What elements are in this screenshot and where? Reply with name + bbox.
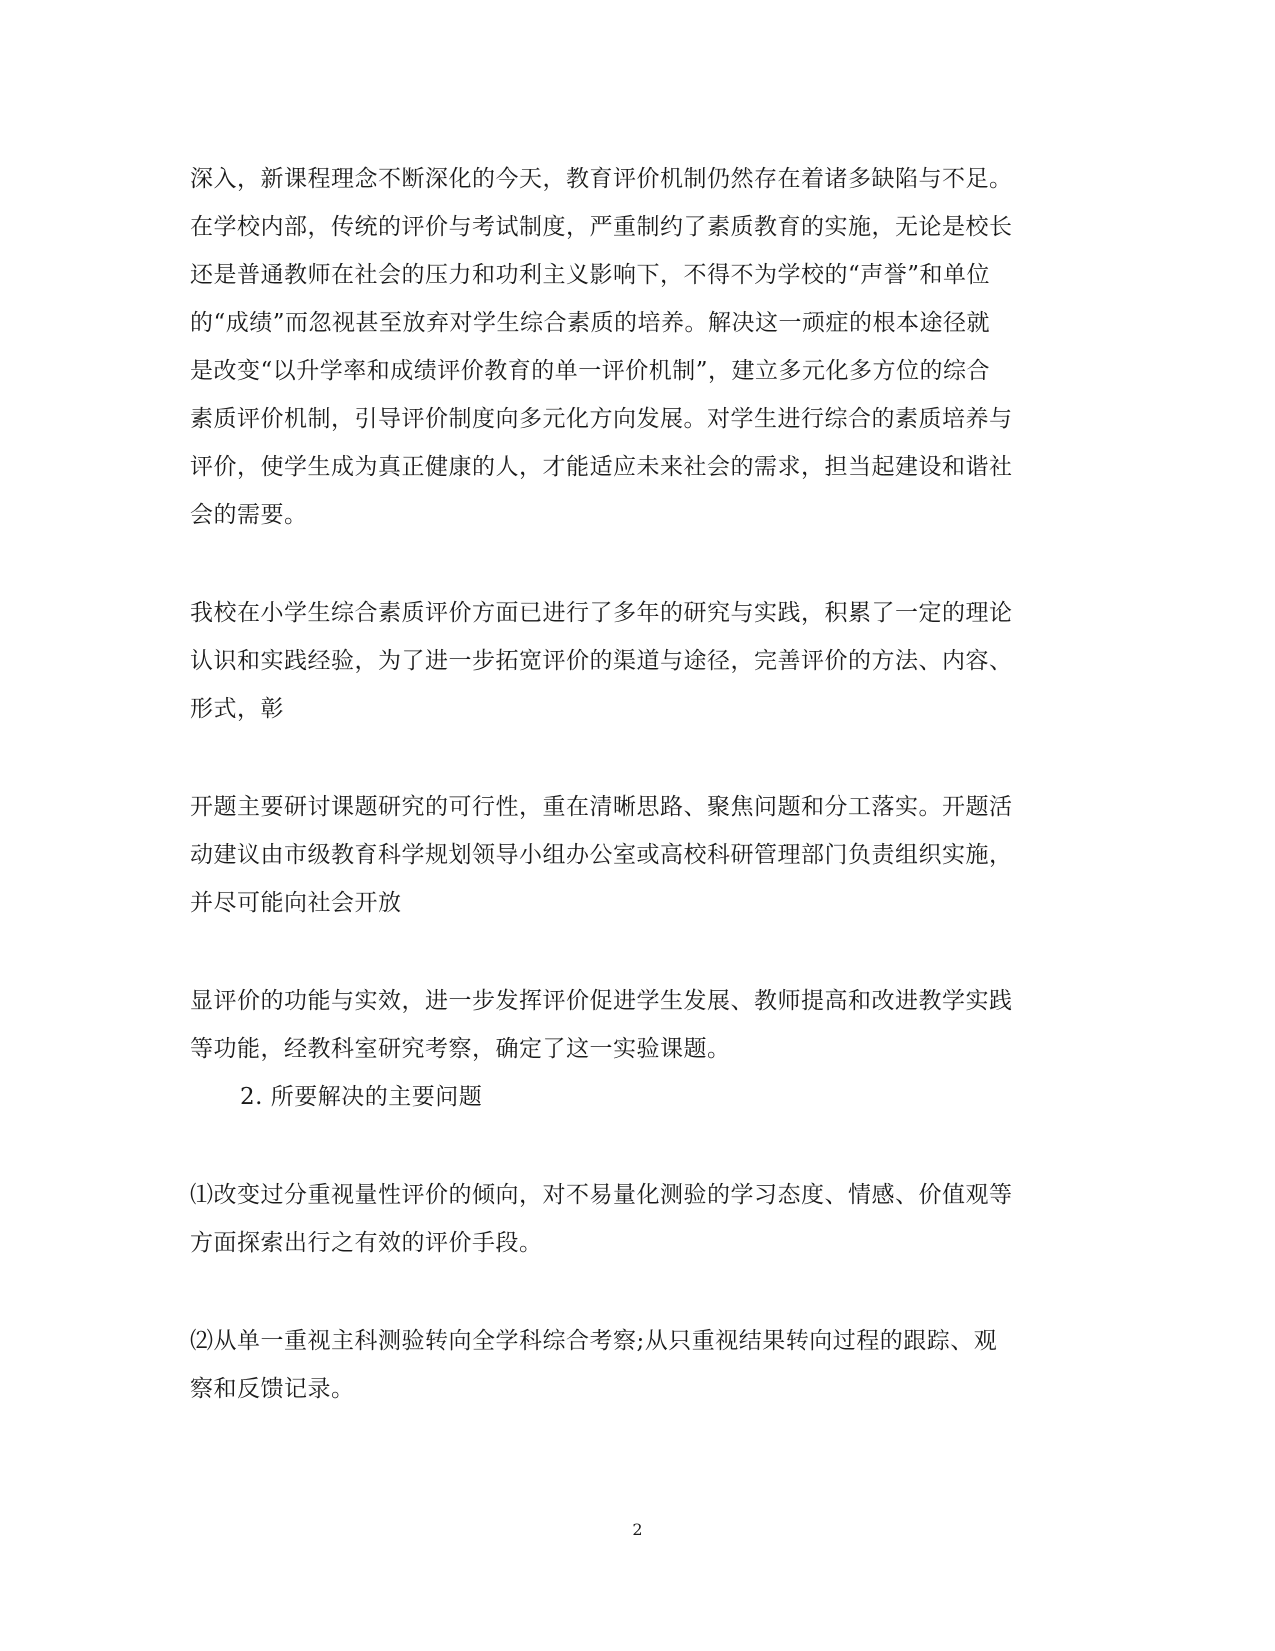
text-line: 在学校内部，传统的评价与考试制度，严重制约了素质教育的实施，无论是校长	[190, 214, 1013, 240]
text-line: 是改变“以升学率和成绩评价教育的单一评价机制”，建立多元化多方位的综合	[190, 358, 991, 384]
document-body	[190, 155, 1090, 1413]
text-line: 评价，使学生成为真正健康的人，才能适应未来社会的需求，担当起建设和谐社	[190, 454, 1013, 480]
text-line: 还是普通教师在社会的压力和功利主义影响下，不得不为学校的“声誉”和单位	[190, 262, 991, 288]
text-line: 深入，新课程理念不断深化的今天，教育评价机制仍然存在着诸多缺陷与不足。	[190, 166, 1013, 192]
paragraph-opening-report	[190, 783, 1090, 927]
text-line: 认识和实践经验，为了进一步拓宽评价的渠道与途径，完善评价的方法、内容、	[190, 648, 1013, 674]
text-line: 的“成绩”而忽视甚至放弃对学生综合素质的培养。解决这一顽症的根本途径就	[190, 310, 991, 336]
text-line: 显评价的功能与实效，进一步发挥评价促进学生发展、教师提高和改进教学实践	[190, 988, 1013, 1014]
text-line: 方面探索出行之有效的评价手段。	[190, 1230, 543, 1256]
text-line: 会的需要。	[190, 502, 308, 528]
text-line: 等功能，经教科室研究考察，确定了这一实验课题。	[190, 1036, 731, 1062]
text-line: 察和反馈记录。	[190, 1376, 355, 1402]
section-heading-main-problems	[190, 1073, 1090, 1121]
page-number: 2	[632, 1520, 643, 1539]
paragraph-evaluation-mechanism	[190, 155, 1090, 539]
text-line: 开题主要研讨课题研究的可行性，重在清晰思路、聚焦问题和分工落实。开题活	[190, 794, 1013, 820]
section-heading: 2. 所要解决的主要问题	[240, 1084, 483, 1110]
paragraph-item-1	[190, 1171, 1090, 1267]
paragraph-evaluation-function	[190, 977, 1090, 1073]
paragraph-school-research	[190, 589, 1090, 733]
paragraph-item-2	[190, 1317, 1090, 1413]
text-line: 动建议由市级教育科学规划领导小组办公室或高校科研管理部门负责组织实施，	[190, 842, 1013, 868]
text-line: 形式，彰	[190, 696, 284, 722]
text-line: ⑴改变过分重视量性评价的倾向，对不易量化测验的学习态度、情感、价值观等	[190, 1182, 1013, 1208]
text-line: 我校在小学生综合素质评价方面已进行了多年的研究与实践，积累了一定的理论	[190, 600, 1013, 626]
text-line: 素质评价机制，引导评价制度向多元化方向发展。对学生进行综合的素质培养与	[190, 406, 1013, 432]
text-line: ⑵从单一重视主科测验转向全学科综合考察;从只重视结果转向过程的跟踪、观	[190, 1328, 998, 1354]
text-line: 并尽可能向社会开放	[190, 890, 402, 916]
